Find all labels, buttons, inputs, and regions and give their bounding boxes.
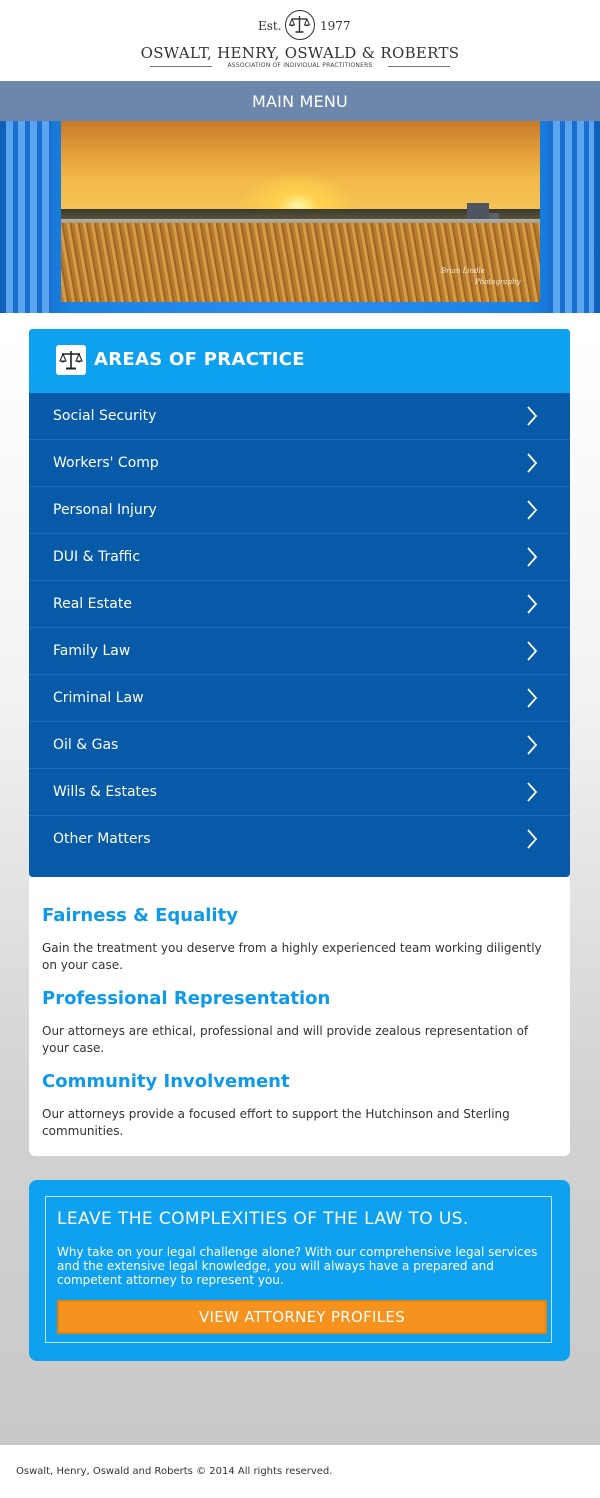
practice-item-label: Other Matters: [53, 831, 151, 847]
practice-item-workers-comp[interactable]: [29, 440, 570, 487]
practice-item-label: Personal Injury: [53, 502, 157, 518]
practice-item-criminal-law[interactable]: [29, 675, 570, 722]
sunset-wheat-field-photo: [61, 121, 540, 302]
chevron-right-icon: [522, 829, 542, 849]
chevron-right-icon: [522, 641, 542, 661]
scales-icon: [56, 345, 86, 375]
practice-item-social-security[interactable]: [29, 393, 570, 440]
chevron-right-icon: [522, 782, 542, 802]
practice-item-other-matters[interactable]: [29, 816, 570, 862]
chevron-right-icon: [522, 453, 542, 473]
practice-item-personal-injury[interactable]: [29, 487, 570, 534]
association-tagline-wrap: [150, 62, 450, 72]
chevron-right-icon: [522, 500, 542, 520]
established-year: 1977: [320, 19, 351, 33]
practice-item-label: Workers' Comp: [53, 455, 159, 471]
feature-heading: Professional Representation: [42, 988, 331, 1009]
view-attorney-profiles-button[interactable]: VIEW ATTORNEY PROFILES: [57, 1300, 547, 1334]
areas-of-practice-title: AREAS OF PRACTICE: [94, 349, 305, 370]
chevron-right-icon: [522, 406, 542, 426]
practice-item-family-law[interactable]: [29, 628, 570, 675]
column-decoration-right: [548, 121, 594, 313]
feature-text: Our attorneys provide a focused effort to support the Hutchinson and Sterling communities.: [42, 1107, 510, 1138]
firm-name[interactable]: OSWALT, HENRY, OSWALD & ROBERTS: [140, 44, 460, 62]
column-decoration-left: [6, 121, 52, 313]
call-to-action-panel: [29, 1180, 570, 1361]
scales-of-justice-logo-icon[interactable]: [285, 10, 315, 40]
practice-item-wills-estates[interactable]: [29, 769, 570, 816]
call-to-action-frame: [45, 1196, 552, 1343]
practice-item-label: DUI & Traffic: [53, 549, 141, 565]
photo-credit: Brian Lindle: [441, 267, 485, 275]
features-card: [29, 877, 570, 1156]
practice-item-label: Criminal Law: [53, 690, 144, 706]
practice-item-label: Oil & Gas: [53, 737, 119, 753]
photo-credit: Photography: [475, 278, 521, 286]
main-menu-button[interactable]: MAIN MENU: [0, 81, 600, 121]
feature-text: Our attorneys are ethical, professional and will provide zealous representation of your case.: [42, 1024, 529, 1055]
feature-heading: Fairness & Equality: [42, 905, 238, 926]
established-label: Est.: [258, 19, 282, 33]
practice-item-real-estate[interactable]: [29, 581, 570, 628]
site-footer: [0, 1445, 600, 1498]
copyright-text: Oswalt, Henry, Oswald and Roberts © 2014 All rights reserved.: [16, 1466, 333, 1477]
chevron-right-icon: [522, 594, 542, 614]
association-tagline: ASSOCIATION OF INDIVIDUAL PRACTITIONERS: [227, 62, 373, 69]
practice-item-label: Family Law: [53, 643, 131, 659]
practice-item-dui-traffic[interactable]: [29, 534, 570, 581]
site-header: [0, 0, 600, 81]
practice-item-oil-gas[interactable]: [29, 722, 570, 769]
cta-title: LEAVE THE COMPLEXITIES OF THE LAW TO US.: [57, 1209, 469, 1229]
practice-item-label: Social Security: [53, 408, 157, 424]
hero-banner: [0, 121, 600, 313]
photo-field: [61, 223, 540, 302]
chevron-right-icon: [522, 735, 542, 755]
chevron-right-icon: [522, 688, 542, 708]
cta-text: Why take on your legal challenge alone? With our comprehensive legal services and the extensive legal knowledge, you will always have a prepared and competent attorney to represent you.: [57, 1245, 538, 1287]
areas-of-practice-panel: [29, 329, 570, 877]
feature-text: Gain the treatment you deserve from a highly experienced team working diligently on your case.: [42, 941, 542, 972]
practice-item-label: Wills & Estates: [53, 784, 157, 800]
feature-heading: Community Involvement: [42, 1071, 290, 1092]
practice-item-label: Real Estate: [53, 596, 132, 612]
areas-of-practice-header: [29, 329, 570, 393]
chevron-right-icon: [522, 547, 542, 567]
